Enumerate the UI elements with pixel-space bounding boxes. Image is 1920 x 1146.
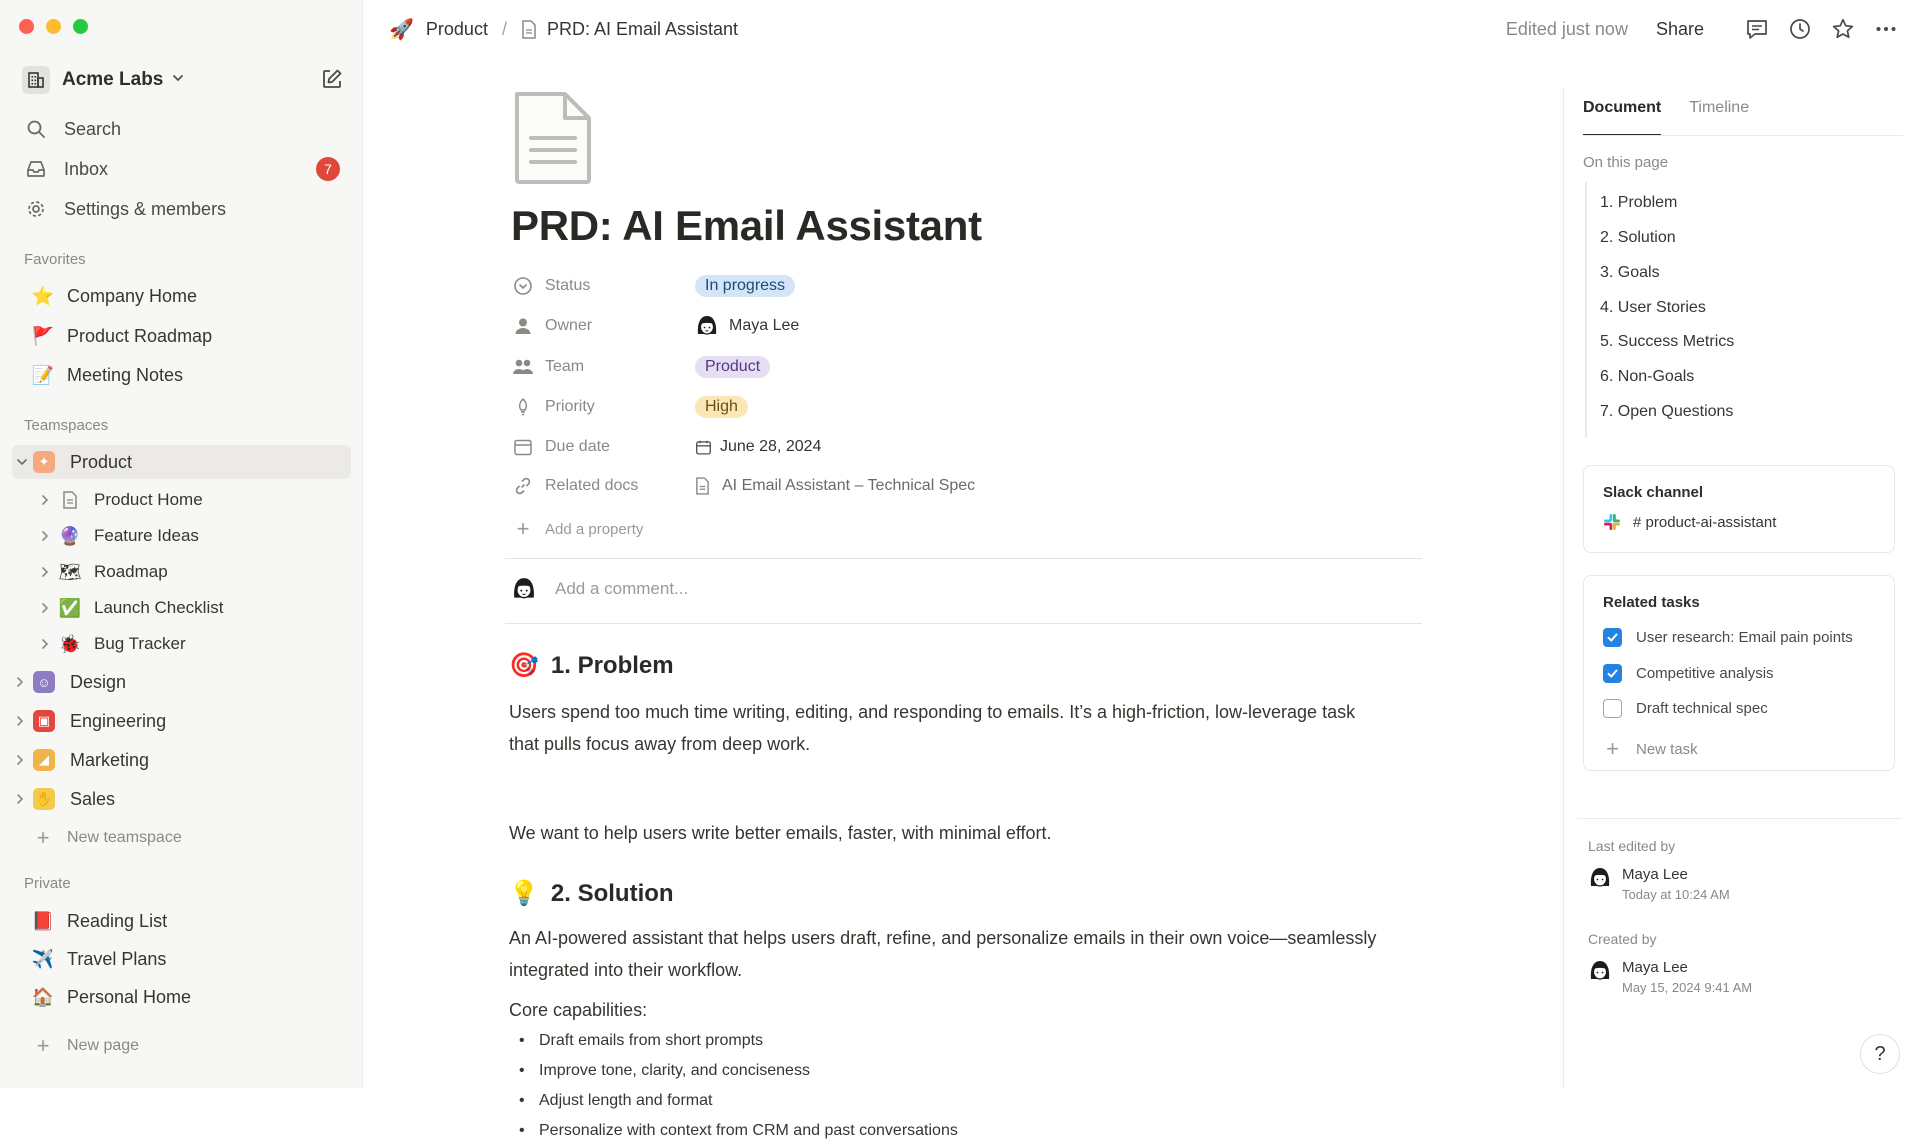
- problem-paragraph-1: [509, 696, 1409, 760]
- sidebar-item-product-home[interactable]: [58, 483, 203, 517]
- list-item: • Improve tone, clarity, and conciseness: [509, 1056, 1409, 1086]
- related-doc-title: AI Email Assistant – Technical Spec: [722, 477, 976, 494]
- chevron-right-icon[interactable]: [13, 714, 27, 728]
- slack-channel-card: [1583, 465, 1895, 553]
- document-page-icon[interactable]: [511, 90, 595, 191]
- gear-icon: [24, 197, 48, 221]
- problem-paragraph-2: We want to help users write better emails, faster, with minimal effort.: [509, 823, 1052, 843]
- plus-icon: +: [36, 825, 50, 850]
- property-name: Status: [545, 277, 591, 294]
- last-edited-user: [1588, 866, 1730, 902]
- sidebar-item-launch-checklist[interactable]: [58, 591, 223, 625]
- task-row[interactable]: [1603, 664, 1774, 683]
- panel-tabs: [1583, 88, 1777, 136]
- target-icon: 🎯: [509, 652, 539, 679]
- map-icon: 🗺: [58, 561, 82, 582]
- sidebar-item-label: Meeting Notes: [67, 364, 184, 385]
- list-item: • Draft emails from short prompts: [509, 1026, 1409, 1056]
- teamspace-engineering[interactable]: [33, 704, 166, 738]
- tab-timeline[interactable]: Timeline: [1689, 99, 1750, 116]
- heading-text: 1. Problem: [550, 651, 674, 679]
- page-icon: [695, 477, 710, 495]
- design-teamspace-icon: ☺: [33, 671, 55, 693]
- property-name: Related docs: [545, 477, 639, 494]
- toc-rail: [1585, 182, 1587, 438]
- check-mark-icon: ✅: [58, 597, 82, 618]
- star-favorite-icon[interactable]: [1829, 15, 1857, 43]
- toc-item-user-stories[interactable]: 4. User Stories: [1600, 299, 1706, 316]
- teamspaces-section-label: Teamspaces: [24, 417, 109, 434]
- comment-box[interactable]: [511, 572, 688, 606]
- list-item: • Personalize with context from CRM and past conversations: [509, 1116, 1409, 1146]
- airplane-icon: ✈️: [31, 948, 55, 969]
- sidebar-settings[interactable]: [24, 191, 350, 227]
- calendar-icon: [695, 439, 712, 456]
- new-task-label: New task: [1636, 740, 1698, 758]
- chevron-down-icon[interactable]: [15, 455, 29, 469]
- avatar: [695, 314, 719, 338]
- sidebar-settings-label: Settings & members: [64, 198, 227, 219]
- avatar: [511, 576, 537, 602]
- comment-icon[interactable]: [1743, 15, 1771, 43]
- property-due-date: [511, 432, 1271, 462]
- checkbox-unchecked[interactable]: [1603, 699, 1622, 718]
- owner-name: Maya Lee: [729, 317, 800, 334]
- heading-text: 2. Solution: [550, 879, 674, 907]
- sidebar-item-label: Company Home: [67, 285, 198, 306]
- breadcrumb: [389, 14, 738, 44]
- sidebar-item-product-roadmap[interactable]: [31, 319, 212, 353]
- lightbulb-icon: 💡: [509, 880, 539, 907]
- memo-icon: 📝: [31, 364, 55, 385]
- toc-title: On this page: [1583, 154, 1669, 171]
- sidebar-item-label: Travel Plans: [67, 948, 167, 969]
- divider: [1577, 818, 1902, 819]
- crystal-ball-icon: 🔮: [58, 525, 82, 546]
- problem-text-line: Users spend too much time writing, editing, and responding to emails. It’s a high-friction, low-leverage task: [509, 702, 1356, 722]
- creator-name: Maya Lee: [1622, 959, 1688, 976]
- slack-card-title: Slack channel: [1603, 484, 1704, 501]
- chevron-right-icon[interactable]: [38, 637, 52, 651]
- chevron-right-icon[interactable]: [38, 529, 52, 543]
- add-property-button[interactable]: [511, 514, 1271, 544]
- chevron-right-icon[interactable]: [13, 675, 27, 689]
- property-name: Due date: [545, 438, 610, 455]
- plus-icon: +: [516, 516, 530, 541]
- teamspace-label: Product: [70, 451, 133, 472]
- add-property-label: Add a property: [545, 520, 644, 538]
- divider: [505, 558, 1422, 559]
- sidebar-item-reading-list[interactable]: [31, 904, 167, 938]
- sidebar-item-label: Product Home: [94, 490, 203, 509]
- bug-icon: 🐞: [58, 633, 82, 654]
- toc-item-open-questions[interactable]: 7. Open Questions: [1600, 403, 1734, 420]
- document-body: [363, 56, 1563, 1139]
- sidebar-item-label: Bug Tracker: [94, 634, 186, 653]
- workspace-switcher[interactable]: [22, 64, 344, 96]
- last-edited-label: Last edited by: [1588, 838, 1676, 854]
- house-icon: 🏠: [31, 986, 55, 1007]
- teamspace-marketing[interactable]: [33, 743, 149, 777]
- sidebar-search[interactable]: [24, 111, 350, 147]
- new-teamspace-label: New teamspace: [67, 829, 182, 846]
- checkbox-checked[interactable]: [1603, 664, 1622, 683]
- property-name: Priority: [545, 398, 595, 415]
- checkbox-checked[interactable]: [1603, 628, 1622, 647]
- heading-problem: [509, 651, 674, 680]
- page-icon: [521, 20, 537, 39]
- teamspace-product[interactable]: [12, 445, 351, 479]
- tab-document[interactable]: Document: [1583, 88, 1661, 136]
- window-minimize-button[interactable]: [46, 19, 61, 34]
- property-related-docs: [511, 471, 1271, 501]
- favorites-section-label: Favorites: [24, 251, 86, 268]
- more-options-icon[interactable]: [1872, 15, 1900, 43]
- sidebar-item-label: Product Roadmap: [67, 325, 213, 346]
- inbox-icon: [24, 157, 48, 181]
- window-close-button[interactable]: [19, 19, 34, 34]
- related-doc-link[interactable]: [695, 477, 975, 495]
- toc-item-solution[interactable]: 2. Solution: [1600, 229, 1676, 246]
- new-teamspace-button[interactable]: [31, 825, 182, 851]
- last-edited-time: Today at 10:24 AM: [1622, 887, 1730, 902]
- task-row[interactable]: [1603, 628, 1853, 647]
- task-label: User research: Email pain points: [1636, 629, 1853, 646]
- sidebar-item-label: Roadmap: [94, 562, 168, 581]
- sidebar-inbox[interactable]: [24, 151, 350, 187]
- chevron-right-icon[interactable]: [38, 493, 52, 507]
- breadcrumb-product[interactable]: Product: [425, 18, 488, 39]
- sales-teamspace-icon: ✋: [33, 788, 55, 810]
- new-task-button[interactable]: [1603, 736, 1698, 762]
- engineering-teamspace-icon: ▣: [33, 710, 55, 732]
- help-button[interactable]: ?: [1860, 1034, 1900, 1074]
- capabilities-list: [509, 1026, 1409, 1146]
- avatar: [1588, 866, 1612, 890]
- sidebar-item-meeting-notes[interactable]: [31, 358, 183, 392]
- share-button[interactable]: Share: [1655, 18, 1704, 39]
- sidebar-item-roadmap[interactable]: [58, 555, 168, 589]
- chevron-right-icon[interactable]: [38, 601, 52, 615]
- solution-text-line: An AI-powered assistant that helps users draft, refine, and personalize emails in their own voice—seamlessly: [509, 928, 1377, 948]
- building-icon: [22, 66, 50, 94]
- top-bar: [363, 0, 1920, 56]
- teamspace-label: Marketing: [70, 749, 150, 770]
- new-page-compose-icon[interactable]: [320, 67, 344, 96]
- sidebar-item-label: Feature Ideas: [94, 526, 199, 545]
- slack-channel-link[interactable]: [1603, 513, 1776, 531]
- teamspace-label: Engineering: [70, 710, 167, 731]
- slack-icon: [1603, 513, 1621, 531]
- workspace-name: Acme Labs: [62, 69, 164, 90]
- people-icon: [511, 355, 535, 379]
- page-icon: [58, 488, 82, 512]
- teamspace-design[interactable]: [33, 665, 126, 699]
- team-badge[interactable]: Product: [695, 356, 770, 378]
- book-icon: 📕: [31, 910, 55, 931]
- teamspace-label: Sales: [70, 788, 116, 809]
- breadcrumb-separator: /: [501, 18, 507, 39]
- sidebar-item-label: Personal Home: [67, 986, 192, 1007]
- status-badge[interactable]: In progress: [695, 275, 795, 297]
- sidebar-item-feature-ideas[interactable]: [58, 519, 199, 553]
- status-icon: [511, 274, 535, 298]
- new-page-label: New page: [67, 1037, 140, 1054]
- solution-paragraph-1: [509, 922, 1409, 986]
- property-priority: [511, 392, 1271, 422]
- created-by-user: [1588, 959, 1752, 995]
- divider: [1583, 135, 1903, 136]
- owner-value[interactable]: [695, 314, 799, 338]
- sidebar-search-label: Search: [64, 118, 122, 139]
- property-owner: [511, 311, 1271, 341]
- search-icon: [24, 117, 48, 141]
- sidebar-item-label: Reading List: [67, 910, 168, 931]
- solution-text-line: integrated into their workflow.: [509, 960, 743, 980]
- toc-item-goals[interactable]: 3. Goals: [1600, 264, 1660, 281]
- sidebar-inbox-label: Inbox: [64, 158, 109, 179]
- comment-input[interactable]: Add a comment...: [555, 579, 689, 598]
- product-teamspace-icon: ✦: [33, 451, 55, 473]
- sidebar-item-company-home[interactable]: [31, 279, 197, 313]
- chevron-right-icon[interactable]: [13, 753, 27, 767]
- chevron-right-icon[interactable]: [38, 565, 52, 579]
- created-time: May 15, 2024 9:41 AM: [1622, 980, 1753, 995]
- star-icon: ⭐: [31, 285, 55, 306]
- task-label: Draft technical spec: [1636, 700, 1768, 717]
- toc-item-success-metrics[interactable]: 5. Success Metrics: [1600, 333, 1735, 350]
- new-page-button[interactable]: [31, 1033, 139, 1059]
- property-name: Owner: [545, 317, 593, 334]
- chevron-down-icon: [171, 71, 185, 90]
- related-tasks-card: [1583, 575, 1895, 771]
- teamspace-sales[interactable]: [33, 782, 115, 816]
- divider: [505, 623, 1422, 624]
- toc-item-problem[interactable]: 1. Problem: [1600, 194, 1678, 211]
- clock-history-icon[interactable]: [1786, 15, 1814, 43]
- problem-text-line: that pulls focus away from deep work.: [509, 734, 811, 754]
- list-item: • Adjust length and format: [509, 1086, 1409, 1116]
- rocket-icon: 🚀: [389, 18, 414, 41]
- due-date-value[interactable]: [695, 438, 821, 456]
- calendar-icon: [511, 435, 535, 459]
- last-editor-name: Maya Lee: [1622, 866, 1688, 883]
- plus-icon: +: [1606, 736, 1619, 761]
- toc-item-non-goals[interactable]: 6. Non-Goals: [1600, 368, 1695, 385]
- private-section-label: Private: [24, 875, 71, 892]
- heading-solution: [509, 879, 674, 908]
- task-label: Competitive analysis: [1636, 665, 1774, 682]
- sidebar-item-label: Launch Checklist: [94, 598, 224, 617]
- due-date-text: June 28, 2024: [720, 438, 822, 455]
- page-title[interactable]: PRD: AI Email Assistant: [511, 202, 982, 249]
- sidebar-item-travel-plans[interactable]: [31, 942, 166, 976]
- person-icon: [511, 314, 535, 338]
- tasks-card-title: Related tasks: [1603, 594, 1700, 611]
- marketing-teamspace-icon: ◢: [33, 749, 55, 771]
- created-by-label: Created by: [1588, 931, 1657, 947]
- edited-status: Edited just now: [1505, 18, 1628, 39]
- right-panel: [1563, 88, 1920, 1088]
- property-status: [511, 271, 1271, 301]
- inbox-count-badge: 7: [316, 157, 340, 181]
- property-team: [511, 352, 1271, 382]
- sidebar-item-bug-tracker[interactable]: [58, 627, 186, 661]
- chevron-right-icon[interactable]: [13, 792, 27, 806]
- teamspace-label: Design: [70, 671, 127, 692]
- property-name: Team: [545, 358, 585, 375]
- sidebar-item-personal-home[interactable]: [31, 980, 191, 1014]
- breadcrumb-current-page[interactable]: PRD: AI Email Assistant: [546, 18, 739, 39]
- core-capabilities-label: Core capabilities:: [509, 1000, 648, 1020]
- link-icon: [511, 474, 535, 498]
- plus-icon: +: [36, 1033, 50, 1058]
- task-row[interactable]: [1603, 699, 1768, 718]
- flag-icon: 🚩: [31, 325, 55, 346]
- slack-channel-name: # product-ai-assistant: [1633, 513, 1777, 531]
- priority-icon: [511, 395, 535, 419]
- priority-badge[interactable]: High: [695, 396, 748, 418]
- avatar: [1588, 959, 1612, 983]
- window-zoom-button[interactable]: [73, 19, 88, 34]
- sidebar: [0, 0, 363, 1088]
